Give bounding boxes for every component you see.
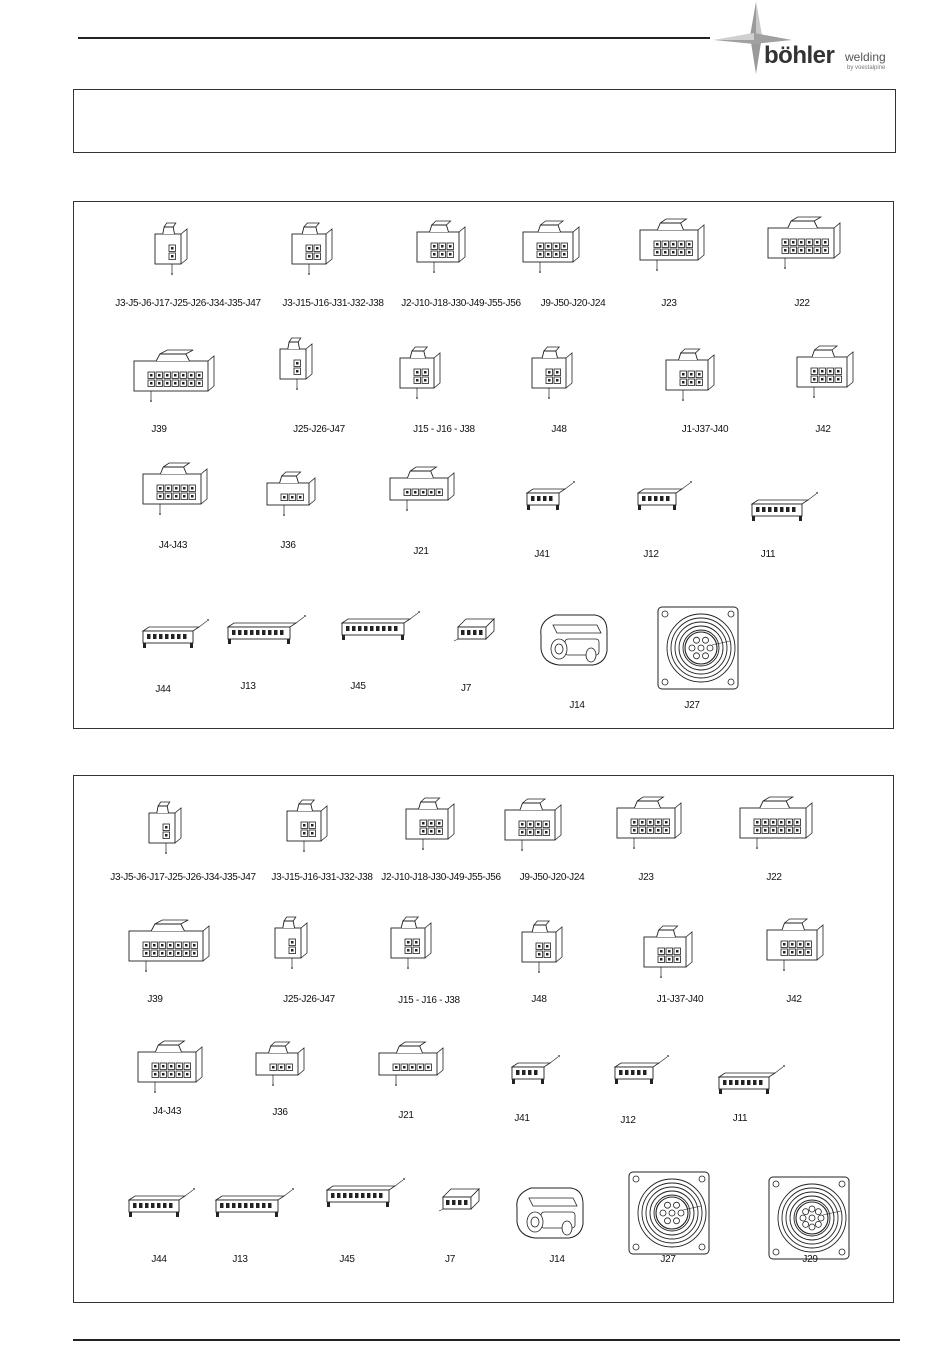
connector-drawing xyxy=(390,467,454,511)
connector-label: J11 xyxy=(732,1113,748,1124)
connector-label: J21 xyxy=(413,546,429,557)
connector-drawing xyxy=(638,481,692,510)
connector-drawing xyxy=(617,797,681,849)
connector-drawing xyxy=(216,1188,294,1217)
connector-drawing xyxy=(767,919,823,971)
connector-label: J3-J15-J16-J31-J32-J38 xyxy=(282,298,384,309)
connector-drawing xyxy=(280,338,312,390)
connector-drawing xyxy=(615,1055,669,1084)
footer-rule xyxy=(73,1339,900,1341)
connector-label: J23 xyxy=(661,298,677,309)
connector-label: J1-J37-J40 xyxy=(681,424,729,435)
connector-label: J15 - J16 - J38 xyxy=(398,995,460,1006)
connector-label: J29 xyxy=(802,1254,818,1265)
connector-label: J2-J10-J18-J30-J49-J55-J56 xyxy=(381,872,501,883)
connector-drawing xyxy=(517,1188,583,1238)
connector-drawing xyxy=(439,1189,479,1211)
connector-label: J3-J5-J6-J17-J25-J26-J34-J35-J47 xyxy=(110,872,256,883)
connector-label: J42 xyxy=(786,994,802,1005)
connector-label: J22 xyxy=(766,872,782,883)
connector-drawing xyxy=(256,1042,304,1086)
connector-drawing xyxy=(149,802,181,854)
connector-panel-2 xyxy=(73,775,894,1303)
connector-drawing xyxy=(406,798,454,850)
connector-label: J45 xyxy=(339,1254,355,1265)
connector-label: J14 xyxy=(549,1254,565,1265)
logo-brand: böhler xyxy=(764,42,835,69)
connector-label: J27 xyxy=(660,1254,676,1265)
connector-drawing xyxy=(228,615,306,644)
connector-drawing xyxy=(666,349,714,401)
connector-panel-1 xyxy=(73,201,894,729)
connector-label: J11 xyxy=(760,549,776,560)
connector-drawing xyxy=(287,800,327,852)
connector-label: J42 xyxy=(815,424,831,435)
connector-drawing xyxy=(768,217,840,269)
connector-drawing xyxy=(292,223,332,275)
connector-label: J3-J15-J16-J31-J32-J38 xyxy=(271,872,373,883)
connector-drawing xyxy=(522,921,562,973)
connector-drawing xyxy=(400,347,440,399)
connector-label: J39 xyxy=(151,424,167,435)
connector-label: J13 xyxy=(232,1254,248,1265)
connector-label: J39 xyxy=(147,994,163,1005)
bohler-welding-logo xyxy=(712,0,912,80)
connector-label: J1-J37-J40 xyxy=(656,994,704,1005)
connector-drawings xyxy=(74,776,893,1302)
connector-drawing xyxy=(327,1178,405,1207)
connector-label: J7 xyxy=(461,683,471,694)
connector-drawing xyxy=(155,223,187,275)
logo-sub: welding xyxy=(845,50,886,64)
connector-label: J48 xyxy=(551,424,567,435)
connector-drawing xyxy=(129,1188,195,1217)
connector-label: J41 xyxy=(514,1113,530,1124)
connector-drawing xyxy=(129,920,209,972)
connector-drawing xyxy=(644,926,692,978)
connector-drawing xyxy=(143,619,209,648)
connector-drawing xyxy=(523,221,579,273)
connector-label: J45 xyxy=(350,681,366,692)
connector-label: J4-J43 xyxy=(152,1106,182,1117)
connector-label: J36 xyxy=(280,540,296,551)
connector-label: J27 xyxy=(684,700,700,711)
connector-label: J36 xyxy=(272,1107,288,1118)
connector-label: J21 xyxy=(398,1110,414,1121)
connector-drawing xyxy=(454,619,494,641)
connector-label: J12 xyxy=(620,1115,636,1126)
connector-drawing xyxy=(138,1041,202,1093)
connector-drawing xyxy=(769,1177,849,1259)
connector-label: J7 xyxy=(445,1254,455,1265)
connector-label: J12 xyxy=(643,549,659,560)
connector-drawing xyxy=(143,463,207,515)
connector-label: J2-J10-J18-J30-J49-J55-J56 xyxy=(401,298,521,309)
connector-label: J48 xyxy=(531,994,547,1005)
connector-drawing xyxy=(342,611,420,640)
connector-drawing xyxy=(658,607,738,689)
connector-drawing xyxy=(541,615,607,665)
connector-label: J3-J5-J6-J17-J25-J26-J34-J35-J47 xyxy=(115,298,261,309)
connector-label: J9-J50-J20-J24 xyxy=(540,298,606,309)
connector-drawing xyxy=(532,347,572,399)
connector-drawing xyxy=(797,346,853,398)
connector-label: J44 xyxy=(151,1254,167,1265)
connector-label: J25-J26-J47 xyxy=(293,424,345,435)
logo-by: by voestalpine xyxy=(847,65,886,71)
connector-label: J13 xyxy=(240,681,256,692)
connector-drawing xyxy=(505,799,561,851)
connector-drawing xyxy=(417,221,465,273)
connector-drawing xyxy=(512,1055,560,1084)
connector-label: J4-J43 xyxy=(158,540,188,551)
connector-label: J25-J26-J47 xyxy=(283,994,335,1005)
connector-label: J14 xyxy=(569,700,585,711)
connector-drawing xyxy=(527,481,575,510)
connector-label: J9-J50-J20-J24 xyxy=(519,872,585,883)
connector-label: J44 xyxy=(155,684,171,695)
connector-drawing xyxy=(629,1172,709,1254)
title-box xyxy=(73,89,896,153)
connector-label: J23 xyxy=(638,872,654,883)
connector-label: J22 xyxy=(794,298,810,309)
connector-drawings xyxy=(74,202,893,728)
connector-drawing xyxy=(379,1042,443,1086)
connector-drawing xyxy=(134,350,214,402)
connector-drawing xyxy=(640,219,704,271)
connector-drawing xyxy=(719,1065,785,1094)
header-rule xyxy=(78,37,710,39)
connector-drawing xyxy=(391,917,431,969)
connector-drawing xyxy=(267,472,315,516)
connector-drawing xyxy=(740,797,812,849)
connector-label: J15 - J16 - J38 xyxy=(413,424,475,435)
connector-label: J41 xyxy=(534,549,550,560)
connector-drawing xyxy=(752,492,818,521)
connector-drawing xyxy=(275,917,307,969)
